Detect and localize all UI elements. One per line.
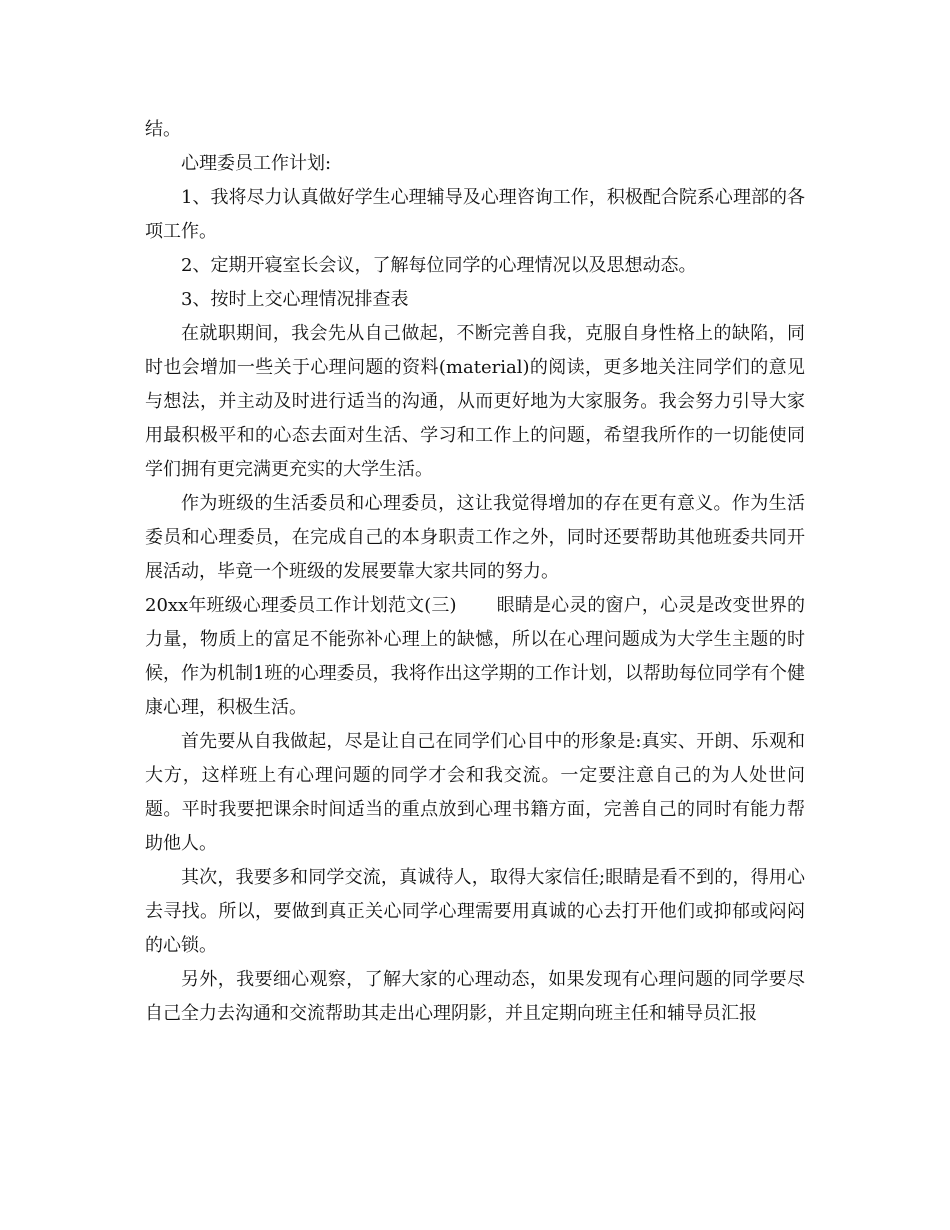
paragraph-6: 作为班级的生活委员和心理委员，这让我觉得增加的存在更有意义。作为生活委员和心理委员，在完成自己的本身职责工作之外，同时还要帮助其他班委共同开展活动，毕竟一个班级的发展要靠大家共同的努力。 <box>145 493 805 582</box>
section-title: 20xx年班级心理委员工作计划范文(三) <box>145 595 457 616</box>
paragraph-0: 结。 <box>145 119 181 140</box>
paragraph-4: 3、按时上交心理情况排查表 <box>181 289 409 310</box>
heading-paragraph <box>145 589 805 725</box>
paragraph-after-0: 首先要从自我做起，尽是让自己在同学们心目中的形象是:真实、开朗、乐观和大方，这样班上有心理问题的同学才会和我交流。一定要注意自己的为人处世问题。平时我要把课余时间适当的重点放到心理书籍方面，完善自己的同时有能力帮助他人。 <box>145 731 805 854</box>
paragraph-2: 1、我将尽力认真做好学生心理辅导及心理咨询工作，积极配合院系心理部的各项工作。 <box>145 187 805 242</box>
paragraph-5: 在就职期间，我会先从自己做起，不断完善自我，克服自身性格上的缺陷，同时也会增加一些关于心理问题的资料(material)的阅读，更多地关注同学们的意见与想法，并主动及时进行适当的沟通，从而更好地为大家服务。我会努力引导大家用最积极平和的心态去面对生活、学习和工作上的问题，希望我所作的一切能使同学们拥有更完满更充实的大学生活。 <box>145 323 805 480</box>
document-body <box>145 113 805 1031</box>
section-intro-text: 眼睛是心灵的窗户，心灵是改变世界的力量，物质上的富足不能弥补心理上的缺憾，所以在心理问题成为大学生主题的时候，作为机制1班的心理委员，我将作出这学期的工作计划，以帮助每位同学有个健康心理，积极生活。 <box>145 595 805 718</box>
paragraph-after-2: 另外，我要细心观察，了解大家的心理动态，如果发现有心理问题的同学要尽自己全力去沟通和交流帮助其走出心理阴影，并且定期向班主任和辅导员汇报 <box>145 969 805 1024</box>
paragraph-3: 2、定期开寝室长会议，了解每位同学的心理情况以及思想动态。 <box>181 255 697 276</box>
paragraph-1: 心理委员工作计划: <box>181 153 332 174</box>
paragraph-after-1: 其次，我要多和同学交流，真诚待人，取得大家信任;眼睛是看不到的，得用心去寻找。所以，要做到真正关心同学心理需要用真诚的心去打开他们或抑郁或闷闷的心锁。 <box>145 867 805 956</box>
